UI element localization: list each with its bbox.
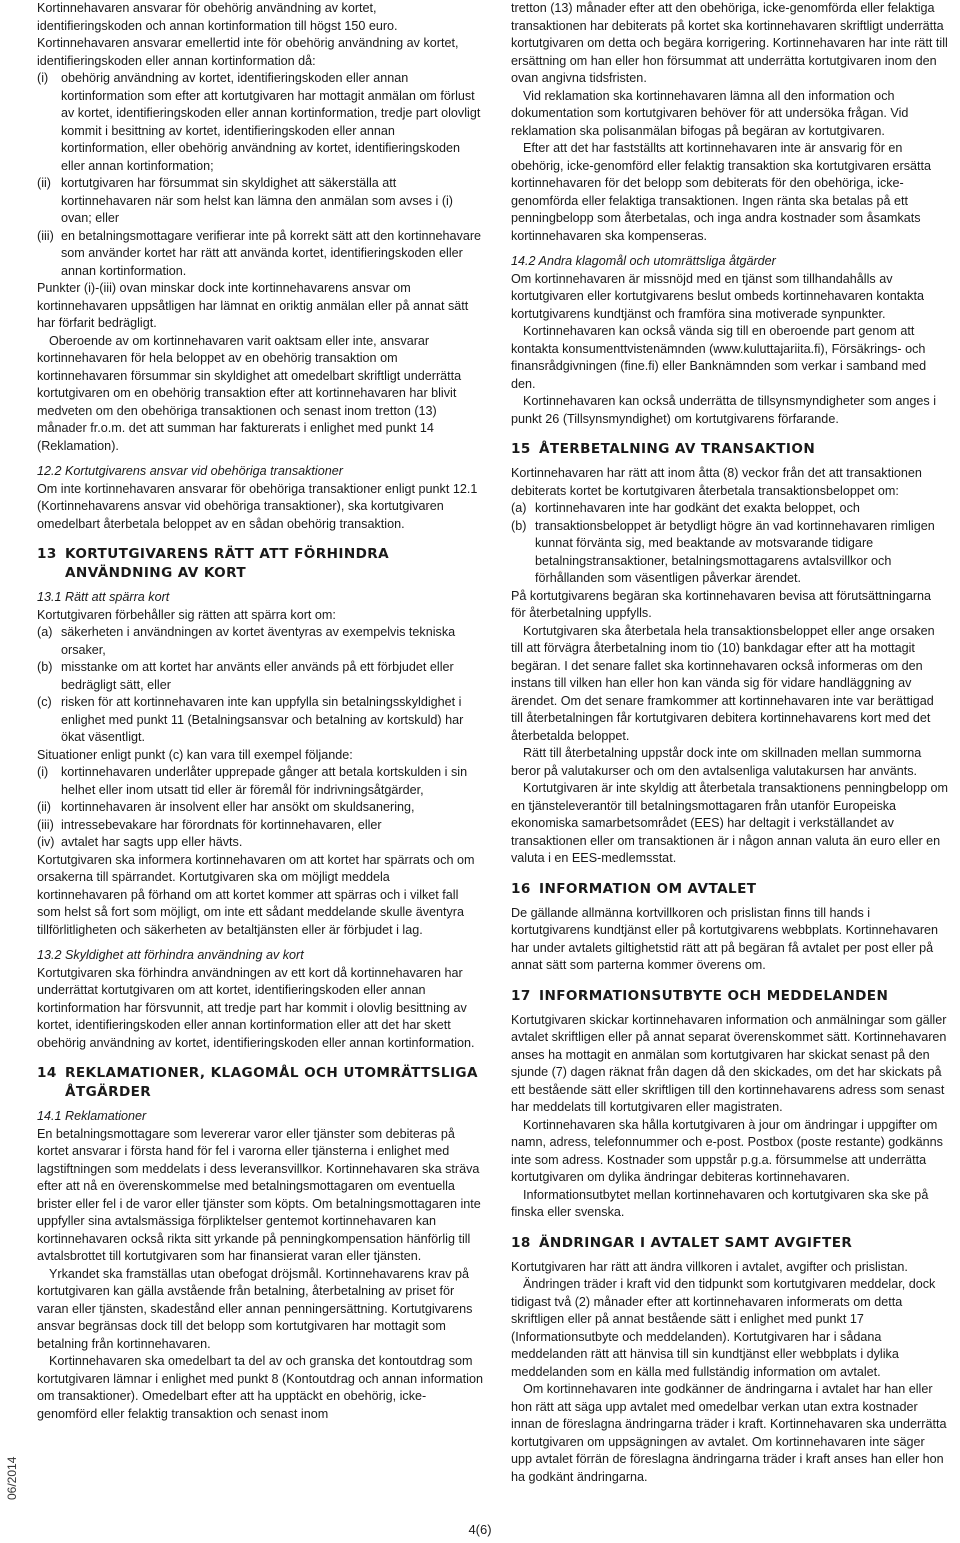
paragraph: Efter att det har fastställts att kortinnehavaren inte är ansvarig för en obehörig, icke-genomförd eller felaktig transaktion ska kortutgivaren ersätta kortinnehavaren för det belopp som debiterats för den obehöriga, icke-genomförda eller felaktiga transaktionen. Ingen ränta ska betalas på ett penningbelopp som återbetalas, och inga andra kostnader som åsamkats kortinnehavaren ska kompenseras.: [511, 141, 932, 243]
subsection-title: 14.2 Andra klagomål och utomrättsliga åtgärder: [511, 254, 776, 268]
paragraph: Kortinnehavaren ska hålla kortutgivaren à jour om ändringar i uppgifter om namn, adress, telefonnummer och e-post. Postbox (poste restante) godkänns inte som adress. Kostnader som uppstår p.g.a. försummelse att underrätta kortutgivaren om dylika ändringar debiteras kortinnehavaren.: [511, 1117, 943, 1184]
paragraph: De gällande allmänna kortvillkoren och prislistan finns till hands i kortutgivarens kundtjänst eller på kortutgivarens webbplats. Kortinnehavaren har under avtalets giltighetstid rätt att på begäran få avtalet per post eller på annat sätt som parterna kommer överens om.: [511, 905, 939, 972]
section-heading: 15 ÅTERBETALNING AV TRANSAKTION: [511, 441, 816, 457]
list-item: (a) kortinnehavaren inte har godkänt det exakta beloppet, och: [511, 501, 860, 515]
list-item: (a) säkerheten i användningen av kortet äventyras av exempelvis tekniska orsaker,: [37, 625, 456, 657]
section-heading: 14 REKLAMATIONER, KLAGOMÅL OCH UTOMRÄTTSLIGA ÅTGÄRDER: [37, 1065, 478, 1100]
intro-text: Kortinnehavaren ansvarar emellertid inte för obehörig användning av kortet, identifieringskoden eller annan kortinformation då:: [37, 36, 459, 68]
list-item: (i) obehörig användning av kortet, identifieringskoden eller annan kortinformation som efter att kortutgivaren har mottagit anmälan om förlust av kortet, identifieringskoden eller annan kortinformation, tredje part olovligt kommit i besittning av kortet, identifieringskoden eller annan kortinformation, eller obehörig användning av kortet, identifieringskoden eller annan kortinformation;: [37, 71, 481, 173]
paragraph: Kortinnehavaren har rätt att inom åtta (8) veckor från det att transaktionen debiterats kortet be kortutgivaren återbetala transaktionsbeloppet om:: [511, 466, 922, 498]
subsection-title: 13.2 Skyldighet att förhindra användning av kort: [37, 948, 304, 962]
list-item: (iii) en betalningsmottagare verifierar inte på korrekt sätt att den kortinnehavare som använder kortet har rätt att använda kortet, identifieringskoden eller annan kortinformation.: [37, 228, 482, 278]
paragraph: Kortinnehavaren kan också underrätta de tillsynsmyndigheter som anges i punkt 26 (Tillsynsmyndighet) om kortutgivarens förfarande.: [511, 394, 937, 426]
paragraph: Vid reklamation ska kortinnehavaren lämna all den information och dokumentation som kortutgivaren behöver för att undersöka frågan. Vid reklamation ska polisanmälan bifogas på begäran av kortutgivaren.: [511, 88, 909, 138]
list-item: (c) risken för att kortinnehavaren inte kan uppfylla sin betalningsskyldighet i enlighet med punkt 11 (Betalningsansvar och betalning av kortskuld) har ökat väsentligt.: [37, 695, 464, 744]
section-heading: 16 INFORMATION OM AVTALET: [511, 880, 757, 897]
paragraph: Kortutgivaren har rätt att ändra villkoren i avtalet, avgifter och prislistan.: [511, 1259, 908, 1274]
paragraph: Om inte kortinnehavaren ansvarar för obehöriga transaktioner enligt punkt 12.1 (Kortinnehavarens ansvar vid obehöriga transaktioner), ska kortutgivaren omedelbart återbetala beloppet av en sådan obehörig transaktion.: [37, 481, 478, 531]
paragraph: Om kortinnehavaren är missnöjd med en tjänst som tillhandahålls av kortutgivaren eller kortutgivarens beslut ombeds kortinnehavaren kontakta kortutgivarens kundtjänst och framföra sina motiverade synpunkter.: [511, 271, 925, 321]
document-date: 06/2014: [5, 1456, 19, 1500]
list-item: (i) kortinnehavaren underlåter upprepade gånger att betala kortskulden i sin helhet eller inom utsatt tid eller är föremål för indrivningsåtgärder,: [37, 765, 468, 797]
page-number: 4(6): [468, 1522, 492, 1537]
list-item: (b) misstanke om att kortet har använts eller används på ett förbjudet eller bedrägligt sätt, eller: [37, 660, 454, 692]
paragraph: Kortutgivaren skickar kortinnehavaren information och anmälningar som gäller avtalet skriftligen eller på annat separat överenskommet sätt. Kortinnehavaren anses ha mottagit en anmälan som kortutgivaren har skickat senast på den sjunde (7) dagen räknat från dagen då den skickades, om det har skickats på ett bestående sätt eller skriftligen till den kortinnehavarens adress som senast har meddelats till kortutgivaren eller magistraten.: [511, 1012, 947, 1114]
list-item: (iv) avtalet har sagts upp eller hävts.: [37, 835, 243, 849]
list-item: (ii) kortinnehavaren är insolvent eller har ansökt om skuldsanering,: [37, 800, 415, 814]
paragraph: På kortutgivarens begäran ska kortinnehavaren bevisa att förutsättningarna för återbetalning uppfylls.: [511, 588, 932, 620]
paragraph: Kortutgivaren förbehåller sig rätten att spärra kort om:: [37, 607, 336, 622]
paragraph: Kortutgivaren ska återbetala hela transaktionsbeloppet eller ange orsaken till att förvägra återbetalning inom tio (10) bankdagar efter att ha mottagit begäran. I det senare fallet ska kortinnehavaren också informeras om den instans till vilken han eller hon kan vända sig för vidare handläggning av ärendet. Om det senare framkommer att kortinnehavaren inte var berättigad till återbetalningen får kortutgivaren debitera kortinnehavarens kort med det återbetalda beloppet.: [511, 623, 935, 743]
section-heading: 17 INFORMATIONSUTBYTE OCH MEDDELANDEN: [511, 987, 889, 1004]
paragraph: Ändringen träder i kraft vid den tidpunkt som kortutgivaren meddelar, dock tidigast två (2) månader efter att kortinnehavaren informerats om detta skriftligen eller på annat bestående sätt i enlighet med punkt 17 (Informationsutbyte och meddelanden). Kortutgivaren har i sådana meddelanden rätt att hänvisa till sin kundtjänst eller webbplats i dylika meddelanden som en källa med fullständig information om avtalet.: [511, 1277, 936, 1379]
paragraph: Rätt till återbetalning uppstår dock inte om skillnaden mellan summorna beror på valutakurser och om den avtalsenliga valutakursen har använts.: [511, 746, 922, 778]
paragraph: Punkter (i)-(iii) ovan minskar dock inte kortinnehavarens ansvar om kortinnehavaren uppsåtligen har lämnat en oriktig anmälan eller på annat sätt har förfarit bedrägligt.: [37, 281, 469, 330]
paragraph: Kortinnehavaren kan också vända sig till en oberoende part genom att kontakta konsumenttvistenämnden (www.kuluttajariita.fi), Försäkrings- och finansrådgivningen (fine.fi) eller Banknämnden som verkar i samband med den.: [511, 324, 927, 391]
section-heading: 13 KORTUTGIVARENS RÄTT ATT FÖRHINDRA ANVÄNDNING AV KORT: [37, 546, 390, 581]
paragraph: Kortinnehavaren ska omedelbart ta del av och granska det kontoutdrag som kortutgivaren lämnar i enlighet med punkt 8 (Kontoutdrag och annan information om transaktioner). Omedelbart efter att ha upptäckt en obehörig, icke-genomförd eller felaktig transaktion och senast inom: [37, 1354, 483, 1421]
subsection-title: 13.1 Rätt att spärra kort: [37, 590, 170, 604]
paragraph: Situationer enligt punkt (c) kan vara till exempel följande:: [37, 747, 353, 762]
paragraph: tretton (13) månader efter att den obehöriga, icke-genomförda eller felaktiga transaktionen har debiterats på kortet ska kortinnehavaren skriftligt underrätta kortutgivaren om detta och begära korrigering. Kortinnehavaren har inte rätt till ersättning om han eller hon försummat att underrätta kortutgivaren inom den ovan angivna tidsfristen.: [511, 1, 948, 85]
paragraph: Informationsutbytet mellan kortinnehavaren och kortutgivaren ska ske på finska eller svenska.: [511, 1187, 929, 1219]
paragraph: Kortutgivaren är inte skyldig att återbetala transaktionens penningbelopp om en tjänsteleverantör till betalningsmottagaren från utanför Europeiska ekonomiska samarbetsområdet (EES) har deltagit i verkställandet av transaktionen eller om transaktionen är i någon annan valuta än euro eller en valuta i en EES-medlemsstat.: [511, 781, 948, 865]
subsection-title: 14.1 Reklamationer: [37, 1109, 147, 1123]
list-item: (ii) kortutgivaren har försummat sin skyldighet att säkerställa att kortinnehavaren när som helst kan lämna den anmälan som avses i (i) ovan; eller: [37, 176, 453, 225]
paragraph: Yrkandet ska framställas utan obefogat dröjsmål. Kortinnehavarens krav på kortutgivaren kan gälla avstående från betalning, återbetalning av priset för varan eller tjänsten, skadestånd eller annan penningersättning. Kortutgivarens ansvar begränsas dock till det belopp som kortutgivaren har mottagit som betalning från kortinnehavaren.: [37, 1266, 473, 1351]
paragraph: Kortutgivaren ska informera kortinnehavaren om att kortet har spärrats och om orsakerna till spärrandet. Kortutgivaren ska om möjligt meddela kortinnehavaren på förhand om att kortet kommer att spärras och i vilket fall som helst så fort som möjligt, om inte ett sådant meddelande skulle äventyra tillförlitligheten och säkerheten av betaltjänsten eller är förbjudet i lag.: [37, 852, 475, 937]
left-column: [37, 0, 483, 1423]
intro-text: Kortinnehavaren ansvarar för obehörig användning av kortet, identifieringskoden och annan kortinformation till högst 150 euro.: [37, 1, 398, 33]
right-column: [511, 0, 949, 1486]
paragraph: En betalningsmottagare som levererar varor eller tjänster som debiteras på kortet ansvarar i första hand för fel i varorna eller tjänsterna i enlighet med lagstiftningen som meddelats i dess leveransvillkor. Kortinnehavaren ska sträva efter att nå en överenskommelse med betalningsmottagaren om eventuella brister eller fel i de varor eller tjänster som köpts. Om betalningsmottagaren inte uppfyller sina avtalsmässiga förpliktelser gentemot kortinnehavaren kan kortinnehavaren också rikta sitt yrkande på penningkompensation hänförlig till avtalsbrottet till kortutgivaren som har finansierat varan eller tjänsten.: [37, 1126, 481, 1263]
section-heading: 18 ÄNDRINGAR I AVTALET SAMT AVGIFTER: [511, 1234, 853, 1251]
subsection-title: 12.2 Kortutgivarens ansvar vid obehöriga transaktioner: [37, 464, 343, 478]
list-item: (iii) intressebevakare har förordnats för kortinnehavaren, eller: [37, 817, 382, 832]
paragraph: Om kortinnehavaren inte godkänner de ändringarna i avtalet har han eller hon rätt att säga upp avtalet med omedelbar verkan utan extra kostnader innan de föreslagna ändringarna träder i kraft. Kortinnehavaren ska underrätta kortutgivaren om uppsägningen av avtalet. Om kortinnehavaren inte säger upp avtalet förrän de föreslagna ändringarna träder i kraft anses han eller hon ha godkänt ändringarna.: [511, 1382, 947, 1484]
list-item: (b) transaktionsbeloppet är betydligt högre än vad kortinnehavaren rimligen kunnat förvänta sig, med beaktande av motsvarande tidigare betalningstransaktioner, betalningsmottagarens avtalsvillkor och förhållanden som väsentligen påverkar ärendet.: [511, 518, 935, 585]
paragraph: Oberoende av om kortinnehavaren varit oaktsam eller inte, ansvarar kortinnehavaren för hela beloppet av en obehörig transaktion om kortinnehavaren försummar sin skyldighet att omedelbart skriftligt underrätta kortutgivaren om en obehörig transaktion efter att kortinnehavaren har blivit medveten om den obehöriga transaktionen och senast inom tretton (13) månader fr.o.m. det att summan har fakturerats i enlighet med punkt 14 (Reklamation).: [37, 333, 462, 453]
paragraph: Kortutgivaren ska förhindra användningen av ett kort då kortinnehavaren har underrättat kortutgivaren om att kortet, identifieringskoden eller annan kortinformation har försvunnit, att tredje part har kommit i olovlig besittning av kortet, identifieringskoden eller annan kortinformation eller att det har skett obehörig användning av kortet, identifieringskoden eller annan kortinformation.: [37, 965, 475, 1050]
